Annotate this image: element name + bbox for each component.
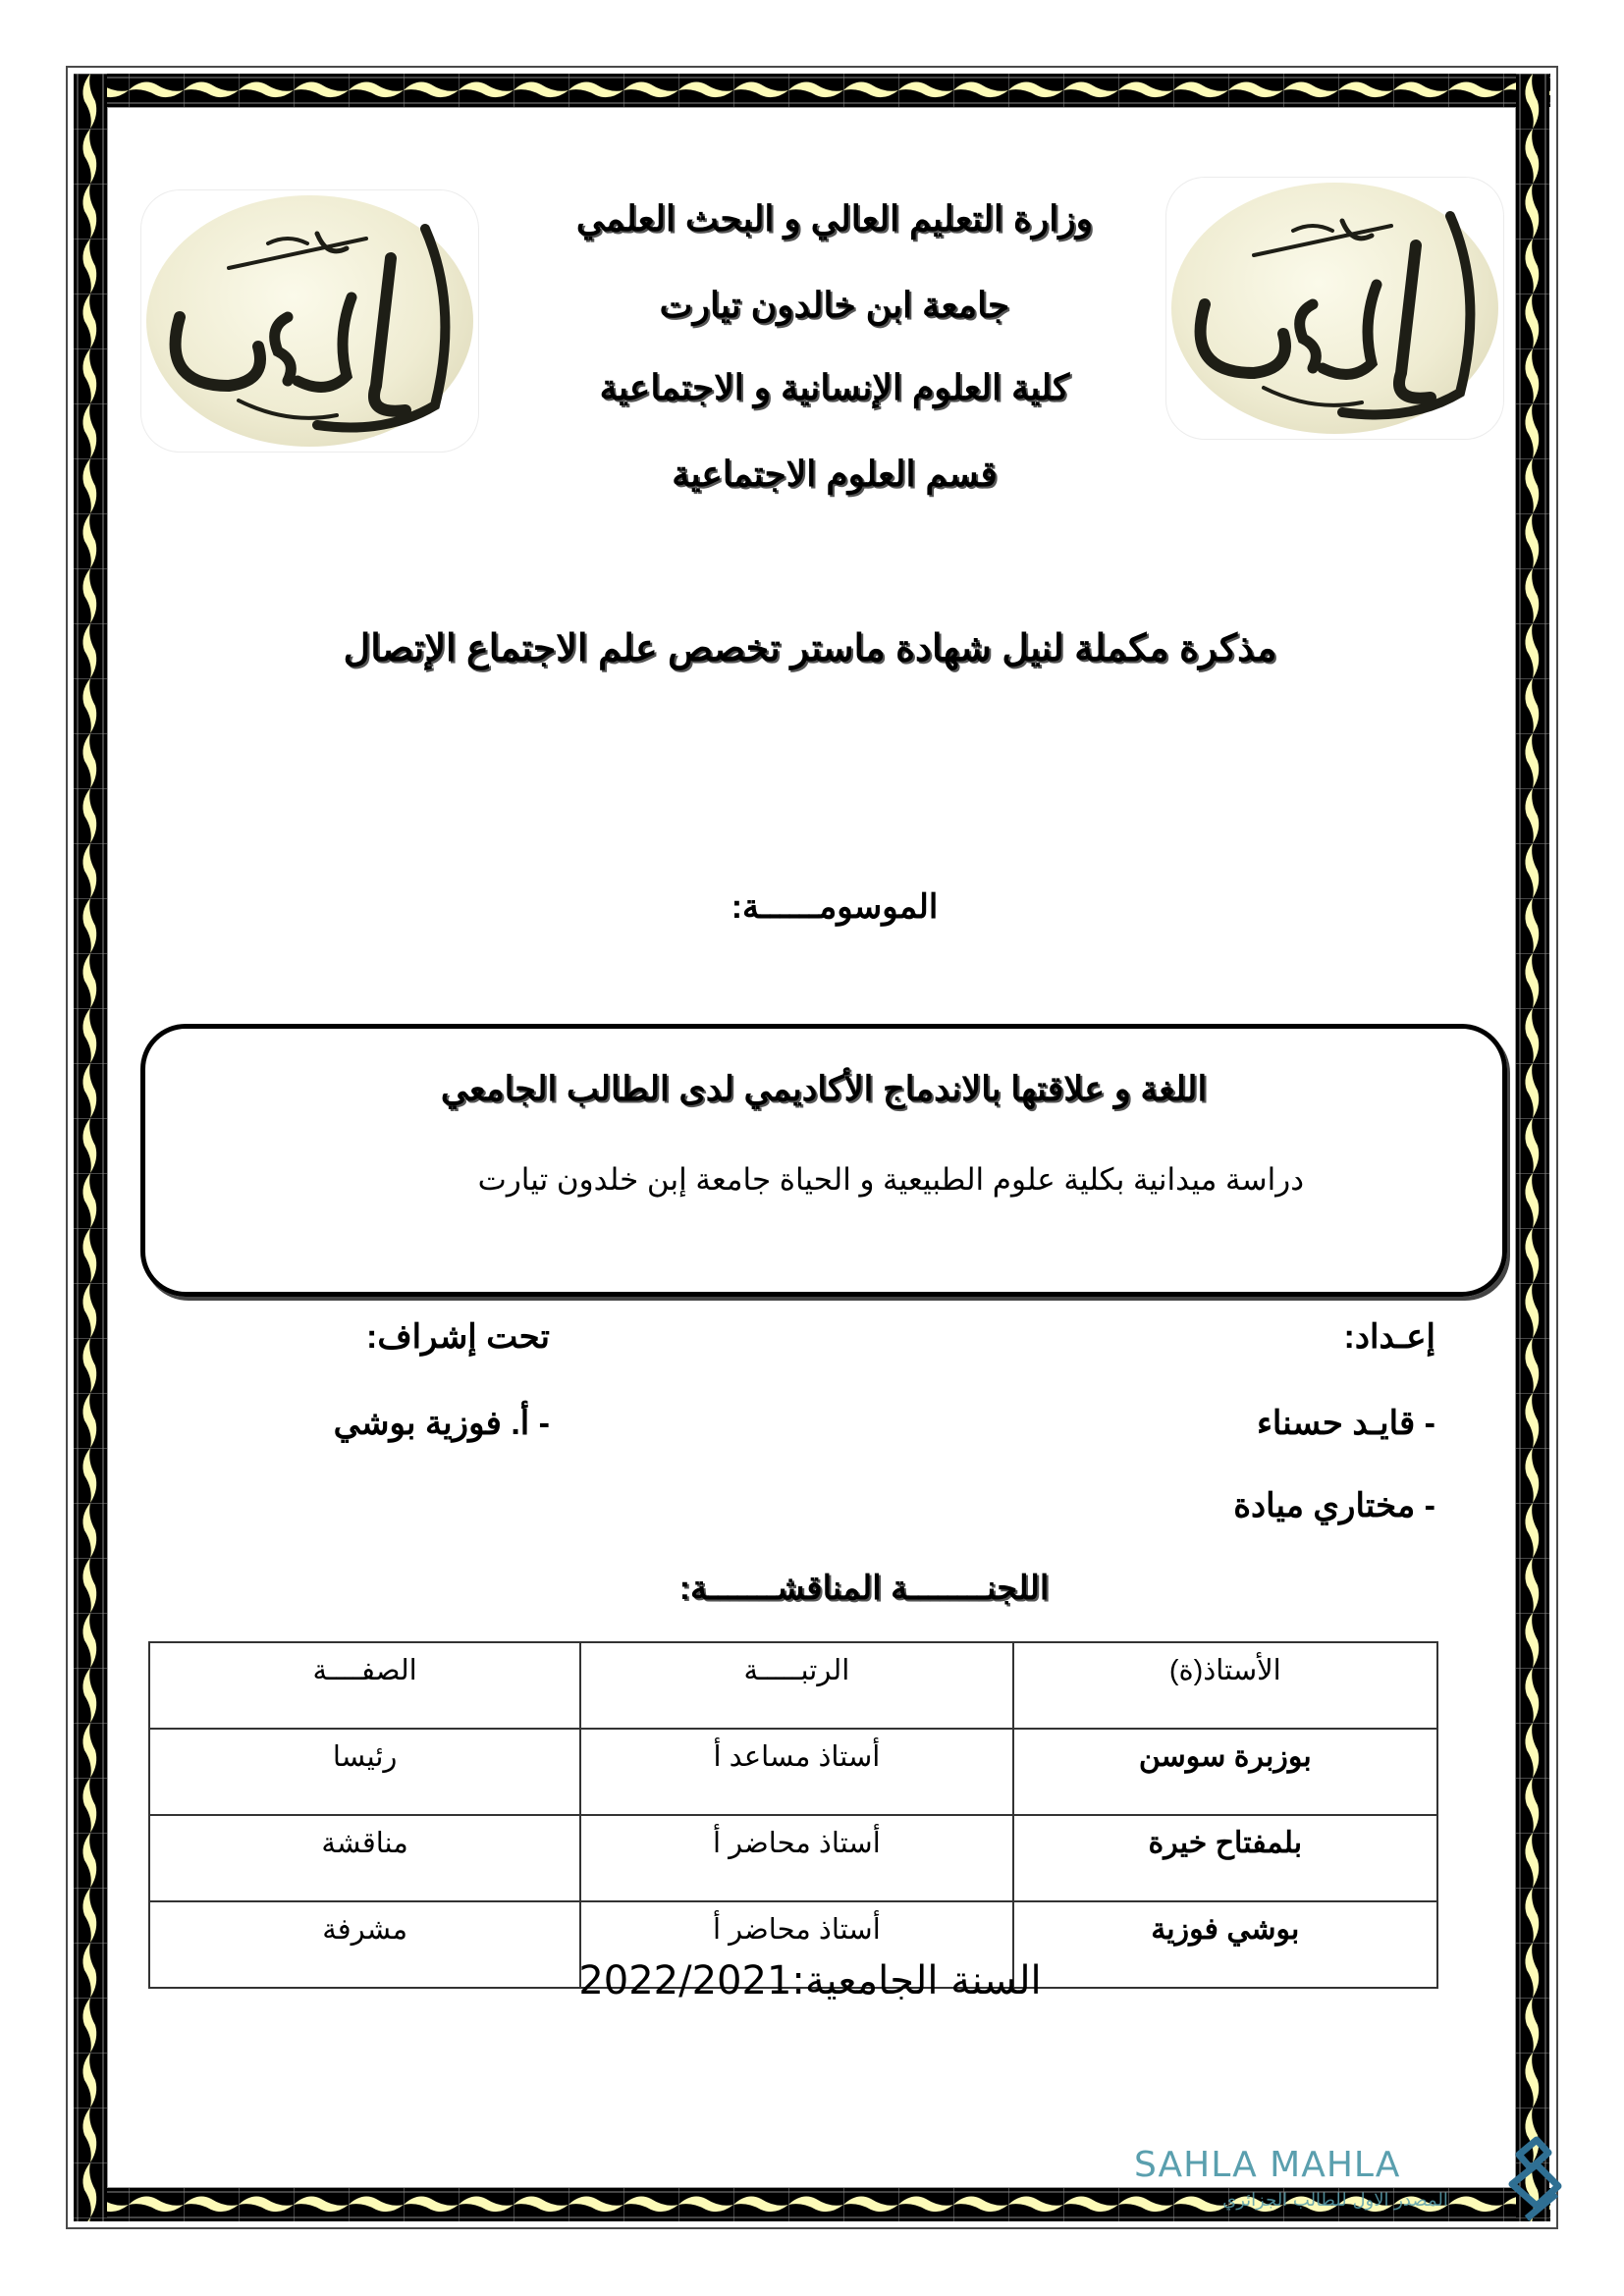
thesis-subtitle: دراسة ميدانية بكلية علوم الطبيعية و الحياة جامعة إبن خلدون تيارت [477,1162,1304,1197]
student-name: - قايـد حسناء [1256,1405,1435,1442]
department-name: قسم العلوم الاجتماعية [672,454,998,494]
member-name: بلمفتاح خيرة [1013,1815,1437,1901]
thesis-title-box [140,1024,1507,1297]
committee-label: اللجنــــــــة المناقشـــــــة: [678,1570,1050,1607]
watermark-brand: SAHLA MAHLA [1134,2145,1401,2185]
member-rank: أستاذ محاضر أ [580,1901,1012,1988]
member-rank: أستاذ مساعد أ [580,1729,1012,1815]
decorative-border-right [1516,74,1549,2221]
calligraphy-icon [140,189,479,453]
decorative-border-left [74,74,107,2221]
member-role: مناقشة [149,1815,580,1901]
table-header-row [149,1642,1437,1729]
header-rank: الرتبـــــة [580,1642,1012,1729]
ministry-name: وزارة التعليم العالي و البحث العلمي [575,198,1094,239]
thesis-title: اللغة و علاقتها بالاندماج الأكاديمي لدى الطالب الجامعي [440,1070,1208,1108]
degree-line: مذكرة مكملة لنيل شهادة ماستر تخصص علم الاجتماع الإتصال [343,628,1277,669]
supervisor-name: - أ. فوزية بوشي [333,1405,550,1442]
header-role: الصفــــة [149,1642,580,1729]
watermark-tagline: المصدر الاول للطالب الجزائري [1222,2190,1448,2211]
committee-table [148,1641,1438,1989]
member-name: بوشي فوزية [1013,1901,1437,1988]
member-role: رئيسا [149,1729,580,1815]
supervision-label: تحت إشراف: [366,1318,550,1356]
member-role: مشرفة [149,1901,580,1988]
decorative-border-top [74,74,1550,107]
member-name: بوزبرة سوسن [1013,1729,1437,1815]
tagged-label: الموسومــــــة: [731,888,939,926]
table-row [149,1815,1437,1901]
watermark-logo-icon [1507,2135,1566,2223]
prepared-by-label: إعـداد: [1343,1318,1435,1356]
table-row [149,1729,1437,1815]
student-name: - مختاري ميادة [1233,1487,1435,1524]
university-name: جامعة ابن خالدون تيارت [659,285,1010,325]
calligraphy-icon [1165,177,1504,440]
university-logo-right [1165,177,1504,440]
member-rank: أستاذ محاضر أ [580,1815,1012,1901]
header-professor: الأستاذ(ة) [1013,1642,1437,1729]
faculty-name: كلية العلوم الإنسانية و الاجتماعية [599,367,1070,407]
university-logo-left [140,189,479,453]
academic-year: السنة الجامعية:2022/2021 [578,1958,1042,2003]
